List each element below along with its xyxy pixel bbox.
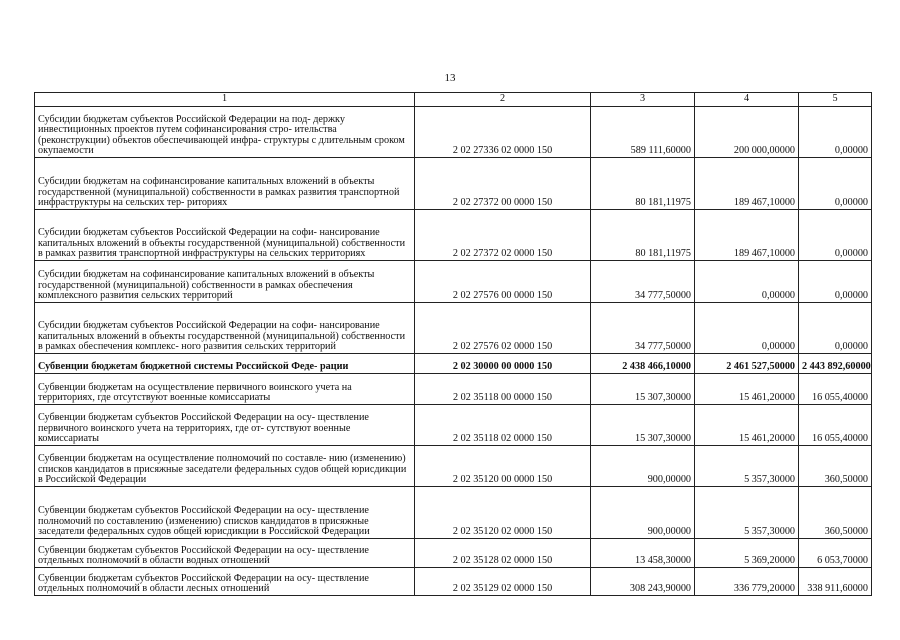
table-body <box>35 107 872 596</box>
row-value-col5-cell: 16 055,40000 <box>799 405 872 446</box>
row-code-cell: 2 02 35118 02 0000 150 <box>415 405 591 446</box>
row-name-cell: Субвенции бюджетам бюджетной системы Российской Феде- рации <box>35 354 415 374</box>
table-row <box>35 158 872 210</box>
row-name-cell: Субвенции бюджетам субъектов Российской Федерации на осу- ществление первичного воинского учета на территориях, где от- сутствуют военные комиссариаты <box>35 405 415 446</box>
budget-table <box>34 92 872 596</box>
row-code-cell: 2 02 35118 00 0000 150 <box>415 374 591 405</box>
row-value-col5-cell: 360,50000 <box>799 446 872 487</box>
row-code-cell: 2 02 27576 02 0000 150 <box>415 303 591 354</box>
row-value-col4-cell: 5 369,20000 <box>695 539 799 568</box>
row-name-cell: Субвенции бюджетам субъектов Российской Федерации на осу- ществление полномочий по составлению (изменению) списков кандидатов в присяжные заседатели федеральных судов общей юрисдикции в Российской Федерации <box>35 487 415 539</box>
row-code-cell: 2 02 35120 00 0000 150 <box>415 446 591 487</box>
row-value-col3-cell: 308 243,90000 <box>591 568 695 596</box>
row-code-cell: 2 02 35129 02 0000 150 <box>415 568 591 596</box>
column-header-1: 1 <box>35 93 415 107</box>
table-row <box>35 446 872 487</box>
row-value-col5-cell: 338 911,60000 <box>799 568 872 596</box>
row-value-col3-cell: 2 438 466,10000 <box>591 354 695 374</box>
table-row <box>35 261 872 303</box>
row-value-col3-cell: 34 777,50000 <box>591 261 695 303</box>
row-value-col5-cell: 6 053,70000 <box>799 539 872 568</box>
row-value-col4-cell: 5 357,30000 <box>695 446 799 487</box>
row-code-cell: 2 02 35120 02 0000 150 <box>415 487 591 539</box>
header-row <box>35 93 872 107</box>
row-value-col3-cell: 80 181,11975 <box>591 210 695 261</box>
row-value-col4-cell: 2 461 527,50000 <box>695 354 799 374</box>
row-name-cell: Субвенции бюджетам субъектов Российской Федерации на осу- ществление отдельных полномочий в области водных отношений <box>35 539 415 568</box>
table-row <box>35 210 872 261</box>
table-row <box>35 374 872 405</box>
row-value-col3-cell: 34 777,50000 <box>591 303 695 354</box>
row-value-col5-cell: 0,00000 <box>799 107 872 158</box>
row-code-cell: 2 02 30000 00 0000 150 <box>415 354 591 374</box>
row-value-col3-cell: 589 111,60000 <box>591 107 695 158</box>
column-header-4: 4 <box>695 93 799 107</box>
table-row <box>35 303 872 354</box>
row-name-cell: Субсидии бюджетам на софинансирование капитальных вложений в объекты государственной (муниципальной) собственности в рамках обеспечения комплексного развития сельских территорий <box>35 261 415 303</box>
page-number: 13 <box>444 72 456 84</box>
row-name-cell: Субсидии бюджетам на софинансирование капитальных вложений в объекты государственной (муниципальной) собственности в рамках развития транспортной инфраструктуры на сельских тер- риториях <box>35 158 415 210</box>
column-header-5: 5 <box>799 93 872 107</box>
row-value-col5-cell: 2 443 892,60000 <box>799 354 872 374</box>
row-value-col4-cell: 336 779,20000 <box>695 568 799 596</box>
table-row <box>35 354 872 374</box>
table-row <box>35 107 872 158</box>
row-code-cell: 2 02 27336 02 0000 150 <box>415 107 591 158</box>
row-value-col4-cell: 0,00000 <box>695 261 799 303</box>
row-value-col4-cell: 189 467,10000 <box>695 158 799 210</box>
column-header-3: 3 <box>591 93 695 107</box>
row-value-col5-cell: 0,00000 <box>799 158 872 210</box>
row-code-cell: 2 02 27576 00 0000 150 <box>415 261 591 303</box>
row-name-cell: Субвенции бюджетам на осуществление первичного воинского учета на территориях, где отсутствуют военные комиссариаты <box>35 374 415 405</box>
row-value-col5-cell: 0,00000 <box>799 261 872 303</box>
row-value-col5-cell: 16 055,40000 <box>799 374 872 405</box>
column-header-2: 2 <box>415 93 591 107</box>
row-value-col3-cell: 900,00000 <box>591 487 695 539</box>
row-value-col4-cell: 15 461,20000 <box>695 374 799 405</box>
row-name-cell: Субсидии бюджетам субъектов Российской Федерации на под- держку инвестиционных проектов путем софинансирования стро- ительства (реконструкции) объектов обеспечивающей инфра- структуры с длительным сроком окупаемости <box>35 107 415 158</box>
row-code-cell: 2 02 35128 02 0000 150 <box>415 539 591 568</box>
row-value-col4-cell: 0,00000 <box>695 303 799 354</box>
table-row <box>35 405 872 446</box>
row-name-cell: Субсидии бюджетам субъектов Российской Федерации на софи- нансирование капитальных вложений в объекты государственной (муниципальной) собственности в рамках обеспечения комплекс- ного развития сельских территорий <box>35 303 415 354</box>
table-row <box>35 568 872 596</box>
row-name-cell: Субвенции бюджетам субъектов Российской Федерации на осу- ществление отдельных полномочий в области лесных отношений <box>35 568 415 596</box>
row-code-cell: 2 02 27372 00 0000 150 <box>415 158 591 210</box>
row-value-col4-cell: 200 000,00000 <box>695 107 799 158</box>
row-value-col3-cell: 15 307,30000 <box>591 405 695 446</box>
row-value-col3-cell: 900,00000 <box>591 446 695 487</box>
row-value-col5-cell: 0,00000 <box>799 210 872 261</box>
table-row <box>35 539 872 568</box>
row-value-col4-cell: 15 461,20000 <box>695 405 799 446</box>
table-row <box>35 487 872 539</box>
row-value-col4-cell: 5 357,30000 <box>695 487 799 539</box>
row-value-col4-cell: 189 467,10000 <box>695 210 799 261</box>
row-value-col5-cell: 360,50000 <box>799 487 872 539</box>
row-value-col3-cell: 15 307,30000 <box>591 374 695 405</box>
row-value-col3-cell: 13 458,30000 <box>591 539 695 568</box>
row-name-cell: Субсидии бюджетам субъектов Российской Федерации на софи- нансирование капитальных вложений в объекты государственной (муниципальной) собственности в рамках развития транспортной инфраструктуры на сельских территориях <box>35 210 415 261</box>
row-code-cell: 2 02 27372 02 0000 150 <box>415 210 591 261</box>
row-value-col3-cell: 80 181,11975 <box>591 158 695 210</box>
row-value-col5-cell: 0,00000 <box>799 303 872 354</box>
row-name-cell: Субвенции бюджетам на осуществление полномочий по составле- нию (изменению) списков кандидатов в присяжные заседатели федеральных судов общей юрисдикции в Российской Федерации <box>35 446 415 487</box>
